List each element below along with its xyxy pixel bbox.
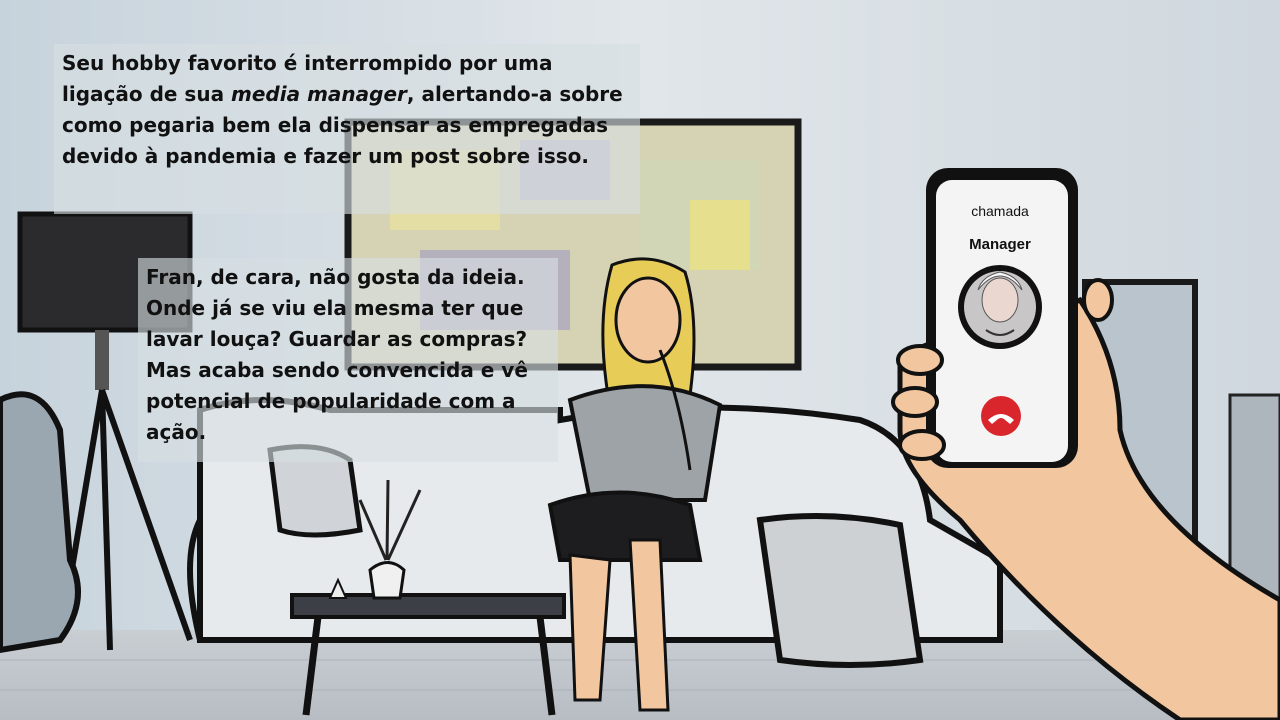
caption-1-text: Seu hobby favorito é interrompido por uma ligação de sua [62, 51, 553, 106]
incoming-call-label: chamada [971, 203, 1029, 219]
end-call-button[interactable] [981, 396, 1021, 436]
caption-1-emphasis: media manager [231, 82, 407, 106]
caller-name: Manager [969, 236, 1031, 253]
caption-1-text-end: , alertando-a sobre como pegaria bem ela dispensar as empregadas devido à pandemia e fazer um post sobre isso. [62, 82, 623, 168]
caption-2-text: Fran, de cara, não gosta da ideia. Onde já se viu ela mesma ter que lavar louça? Guardar as compras? Mas acaba sendo convencida e vê potencial de popularidade com a ação. [146, 265, 528, 444]
narration-caption-2 [138, 258, 558, 462]
narration-caption-1 [54, 44, 640, 214]
